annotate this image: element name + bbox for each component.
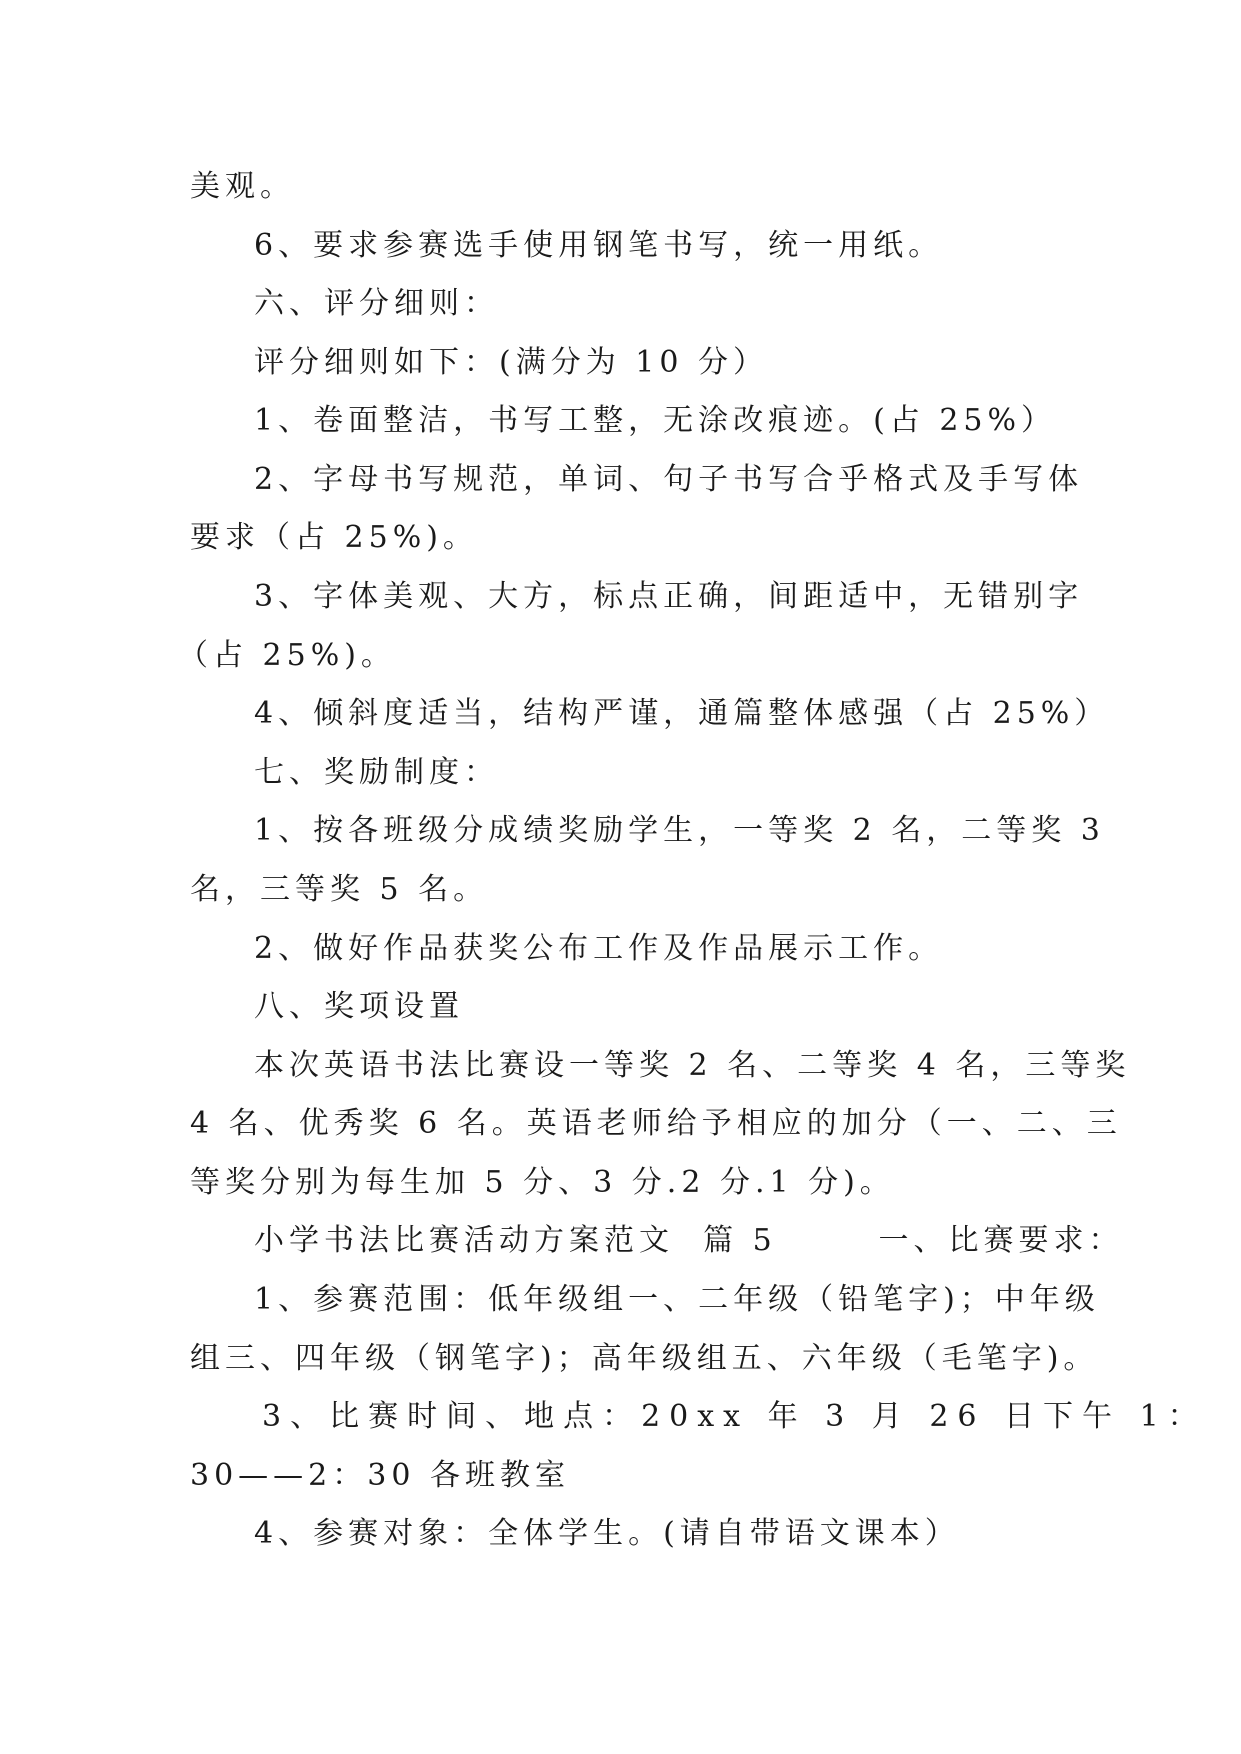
text-line: 等奖分别为每生加 5 分、3 分.2 分.1 分)。: [190, 1165, 895, 1200]
text-line: 小学书法比赛活动方案范文 篇 5 一、比赛要求：: [254, 1223, 1124, 1258]
text-line: 4 名、优秀奖 6 名。英语老师给予相应的加分（一、二、三: [190, 1106, 1122, 1141]
text-line: 美观。: [190, 169, 295, 204]
section-heading: 八、奖项设置: [254, 989, 464, 1024]
text-line: （占 25%)。: [178, 638, 396, 673]
text-line: 1、参赛范围：低年级组一、二年级（铅笔字)；中年级: [254, 1282, 1100, 1317]
text-line: 组三、四年级（钢笔字)；高年级组五、六年级（毛笔字)。: [190, 1341, 1099, 1376]
section-heading: 七、奖励制度：: [254, 755, 499, 790]
text-line: 名，三等奖 5 名。: [190, 872, 489, 907]
text-line: 评分细则如下：(满分为 10 分）: [254, 345, 768, 380]
text-line: 本次英语书法比赛设一等奖 2 名、二等奖 4 名，三等奖: [254, 1048, 1131, 1083]
text-line: 1、卷面整洁，书写工整，无涂改痕迹。(占 25%）: [254, 403, 1057, 438]
text-line: 30——2：30 各班教室: [190, 1458, 570, 1493]
text-line: 6、要求参赛选手使用钢笔书写，统一用纸。: [254, 228, 944, 263]
text-line: 3、字体美观、大方，标点正确，间距适中，无错别字: [254, 579, 1084, 614]
text-line: 1、按各班级分成绩奖励学生，一等奖 2 名，二等奖 3: [254, 813, 1105, 848]
text-line: 要求（占 25%)。: [190, 520, 478, 555]
text-line: 2、做好作品获奖公布工作及作品展示工作。: [254, 931, 944, 966]
section-heading: 六、评分细则：: [254, 286, 499, 321]
text-line: 3、比赛时间、地点：20xx 年 3 月 26 日下午 1：: [262, 1399, 1207, 1434]
text-line: 4、倾斜度适当，结构严谨，通篇整体感强（占 25%）: [254, 696, 1110, 731]
text-line: 4、参赛对象：全体学生。(请自带语文课本）: [254, 1516, 960, 1551]
text-line: 2、字母书写规范，单词、句子书写合乎格式及手写体: [254, 462, 1084, 497]
